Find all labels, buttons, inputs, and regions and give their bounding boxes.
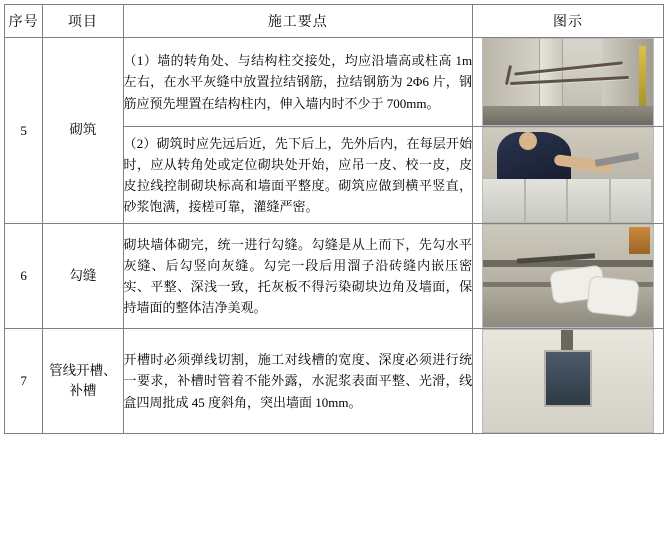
row-figure-cell (473, 38, 664, 127)
table-row (5, 224, 664, 329)
figure-image-masonry-work (482, 127, 654, 223)
row-point-text: （1）墙的转角处、与结构柱交接处，均应沿墙高或柱高 1m 左右，在水平灰缝中放置拉结钢筋，拉结钢筋为 2Φ6 片，钢筋应预先埋置在结构柱内，伸入墙内时不少于 700mm。 (123, 38, 473, 127)
row-point-text: 开槽时必须弹线切割，施工对线槽的宽度、深度必须进行统一要求，补槽时管着不能外露，水泥浆表面平整、光滑，线盒四周批成 45 度斜角，突出墙面 10mm。 (123, 329, 473, 434)
figure-image-conduit-slot (482, 329, 654, 433)
row-item-label: 勾缝 (43, 224, 123, 329)
row-figure-cell (473, 224, 664, 329)
figure-image-tie-bars (482, 38, 654, 126)
construction-points-table (4, 4, 664, 434)
row-item-label: 砌筑 (43, 38, 123, 224)
row-figure-cell (473, 127, 664, 224)
header-cell-figure: 图示 (473, 5, 664, 38)
row-number: 6 (5, 224, 43, 329)
row-number: 5 (5, 38, 43, 224)
table-header-row (5, 5, 664, 38)
table-row (5, 329, 664, 434)
header-cell-item: 项目 (43, 5, 123, 38)
row-figure-cell (473, 329, 664, 434)
row-point-text: 砌块墙体砌完，统一进行勾缝。勾缝是从上而下，先勾水平灰缝、后勾竖向灰缝。勾完一段后用溜子沿砖缝内嵌压密实、平整、深浅一致，托灰板不得污染砌块边角及墙面，保持墙面的整体洁净美观。 (123, 224, 473, 329)
row-point-text: （2）砌筑时应先远后近，先下后上，先外后内，在每层开始时，应从转角处或定位砌块处开始，应吊一皮、校一皮，皮皮拉线控制砌块标高和墙面平整度。砌筑应做到横平竖直，砂浆饱满，接槎可靠，灌缝严密。 (123, 127, 473, 224)
row-number: 7 (5, 329, 43, 434)
row-item-label: 管线开槽、补槽 (43, 329, 123, 434)
header-cell-points: 施工要点 (123, 5, 473, 38)
header-cell-no: 序号 (5, 5, 43, 38)
table-row (5, 38, 664, 127)
figure-image-pointing-joints (482, 224, 654, 328)
